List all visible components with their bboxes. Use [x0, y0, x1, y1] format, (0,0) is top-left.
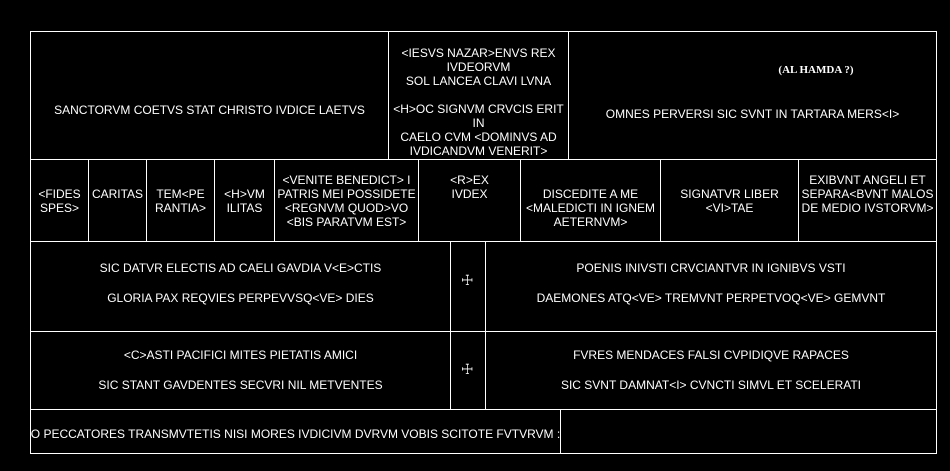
row2-text-6: <R>EX IVDEX: [450, 173, 489, 201]
row3-right-cell: [485, 241, 937, 332]
row1-right-cell: [568, 31, 937, 160]
row3-left-line2: GLORIA PAX REQVIES PERPEVVSQ<VE> DIES: [107, 291, 374, 305]
row4-left-line1: <C>ASTI PACIFICI MITES PIETATIS AMICI: [123, 348, 358, 362]
row2-text-4: <H>VM ILITAS: [224, 187, 265, 215]
row3-right-line2: DAEMONES ATQ<VE> TREMVNT PERPETVOQ<VE> GEMVNT: [536, 291, 886, 305]
row4-right-cell: [485, 331, 937, 410]
row4-right-line1: FVRES MENDACES FALSI CVPIDIQVE RAPACES: [573, 348, 849, 362]
row1-center-text: <IESVS NAZAR>ENVS REX IVDEORVM SOL LANCEA CLAVI LVNA <H>OC SIGNVM CRVCIS ERIT IN CAELO CVM <DOMINVS AD IVDICANDVM VENERIT>: [393, 46, 564, 158]
row5-right-cell: [560, 409, 937, 454]
row2-text-3: TEM<PE RANTIA>: [154, 187, 206, 215]
row3-left-cell: [30, 241, 451, 332]
row4-left-line2: SIC STANT GAVDENTES SECVRI NIL METVENTES: [98, 378, 383, 392]
row1-right-note: (AL HAMDA ?): [778, 64, 854, 76]
row1-left-text: SANCTORVM COETVS STAT CHRISTO IVDICE LAETVS: [54, 103, 365, 117]
row4-cross-icon: ☩: [461, 362, 474, 378]
row2-text-5: <VENITE BENEDICT> I PATRIS MEI POSSIDETE <REGNVM QUOD>VO <BIS PARATVM EST>: [277, 173, 416, 229]
row3-left-line1: SIC DATVR ELECTIS AD CAELI GAVDIA V<E>CTIS: [99, 261, 382, 275]
row4-right-line2: SIC SVNT DAMNAT<I> CVNCTI SIMVL ET SCELERATI: [560, 378, 862, 392]
row2-text-2: CARITAS: [91, 187, 144, 201]
row2-text-9: EXIBVNT ANGELI ET SEPARA<BVNT MALOS DE MEDIO IVSTORVM>: [801, 173, 934, 215]
row3-right-line1: POENIS INIVSTI CRVCIANTVR IN IGNIBVS VSTI: [576, 261, 846, 275]
row2-text-7: DISCEDITE A ME <MALEDICTI IN IGNEM AETERNVM>: [525, 187, 656, 229]
row4-left-cell: [30, 331, 451, 410]
row1-right-text: OMNES PERVERSI SIC SVNT IN TARTARA MERS<I>: [605, 107, 900, 121]
row5-left-text: O PECCATORES TRANSMVTETIS NISI MORES IVDICIVM DVRVM VOBIS SCITOTE FVTVRVM :: [30, 427, 561, 441]
row2-text-1: <FIDES SPES>: [38, 187, 81, 215]
row1-left-cell: [30, 31, 389, 160]
row2-text-8: SIGNATVR LIBER <VI>TAE: [680, 187, 779, 215]
row3-cross-icon: ☩: [461, 273, 474, 289]
